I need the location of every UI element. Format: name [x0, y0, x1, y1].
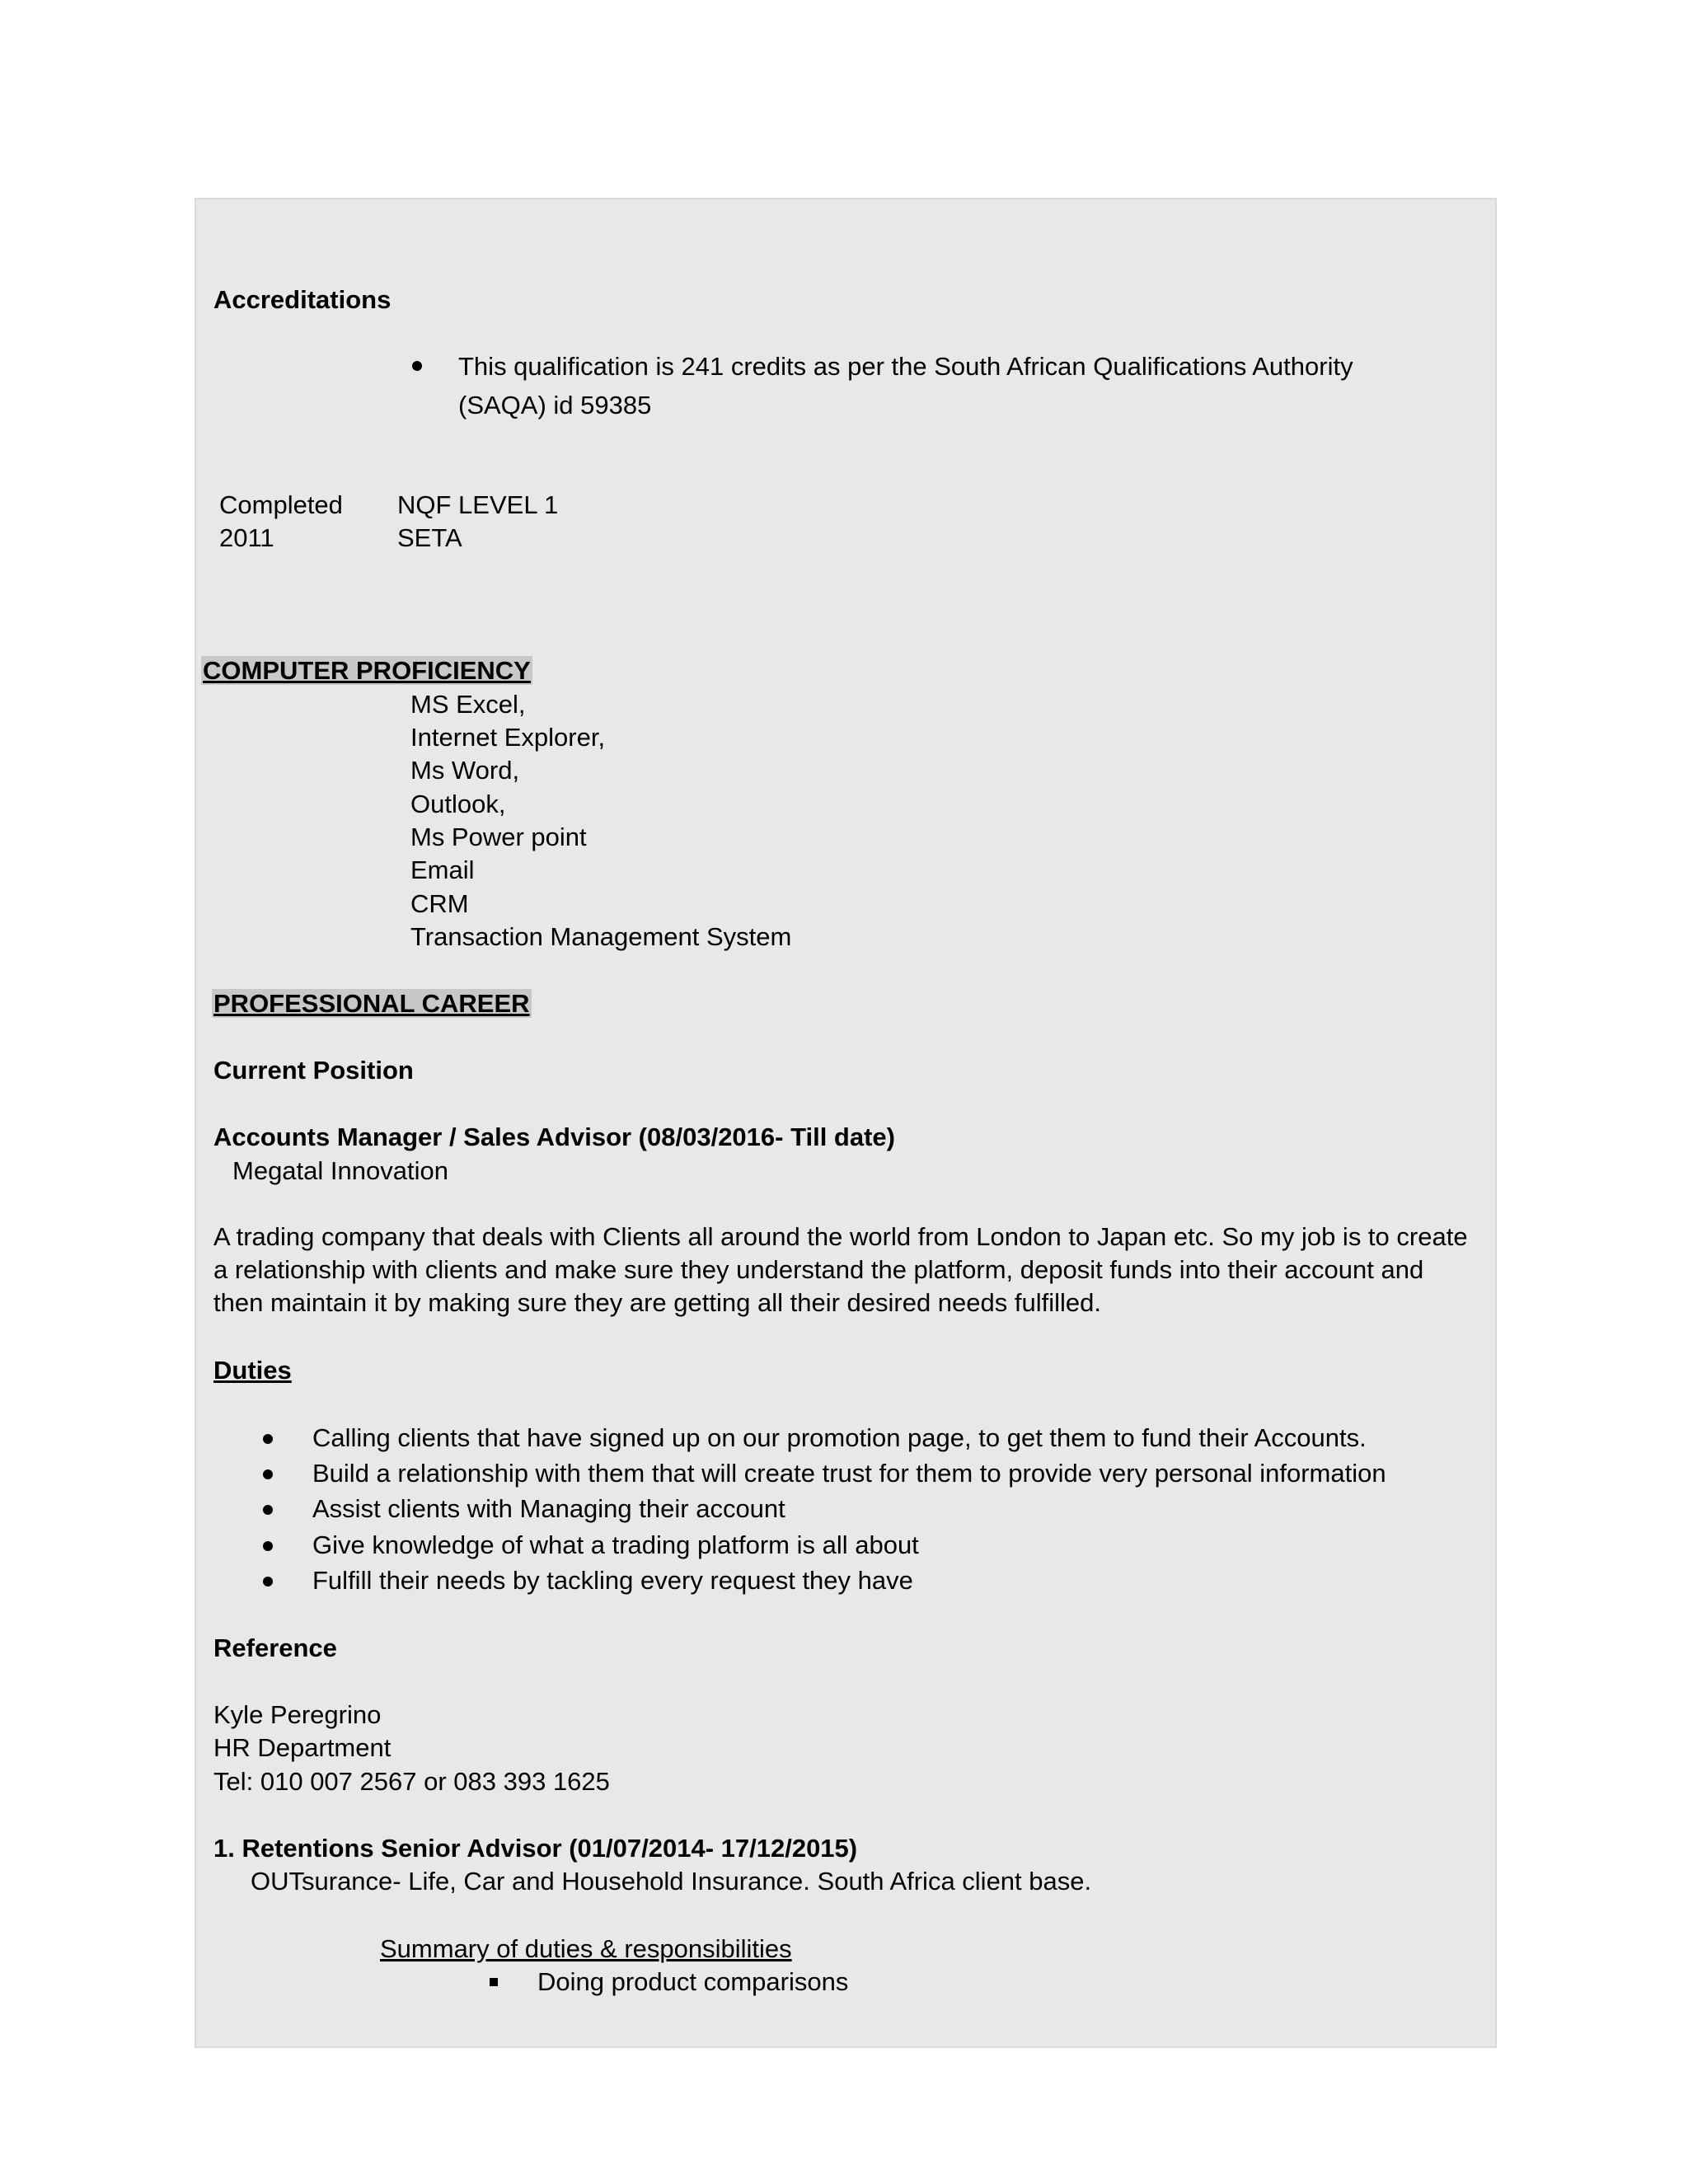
job-description-line2: a relationship with clients and make sure they understand the platform, deposit funds into their account and — [213, 1255, 1424, 1284]
previous-job-title — [213, 1831, 857, 1865]
reference-phone: Tel: 010 007 2567 or 083 393 1625 — [213, 1767, 610, 1796]
completed-year: 2011 — [219, 523, 274, 552]
skill-item: Transaction Management System — [410, 922, 792, 951]
bullet-icon — [263, 1505, 273, 1515]
duty-item: Assist clients with Managing their account — [312, 1494, 785, 1523]
bullet-icon — [263, 1577, 273, 1586]
duty-item: Calling clients that have signed up on our promotion page, to get them to fund their Accounts. — [312, 1423, 1367, 1452]
duty-item: Build a relationship with them that will create trust for them to provide very personal information — [312, 1459, 1386, 1488]
professional-career-heading-text: PROFESSIONAL CAREER — [213, 989, 530, 1018]
company-name: Megatal Innovation — [232, 1156, 448, 1185]
computer-proficiency-heading — [201, 654, 532, 687]
duties-heading: Duties — [213, 1356, 292, 1385]
skill-item: Email — [410, 855, 475, 884]
duty-item: Give knowledge of what a trading platform is all about — [312, 1530, 919, 1559]
summary-item: Doing product comparisons — [537, 1967, 849, 1996]
skill-item: Ms Word, — [410, 756, 520, 785]
professional-career-heading — [212, 987, 532, 1020]
bullet-icon — [263, 1541, 273, 1551]
computer-proficiency-heading-text: COMPUTER PROFICIENCY — [203, 656, 531, 685]
accreditations-heading: Accreditations — [213, 285, 392, 314]
reference-department: HR Department — [213, 1733, 392, 1762]
duty-item: Fulfill their needs by tackling every request they have — [312, 1566, 913, 1595]
skill-item: Internet Explorer, — [410, 723, 606, 752]
accreditation-text-line2: (SAQA) id 59385 — [458, 391, 652, 419]
square-bullet-icon — [490, 1978, 498, 1986]
job-title: Accounts Manager / Sales Advisor (08/03/2016- Till date) — [213, 1122, 895, 1151]
job-description-line1: A trading company that deals with Clients all around the world from London to Japan etc. So my job is to create — [213, 1222, 1468, 1251]
nqf-level: NQF LEVEL 1 — [397, 490, 559, 519]
previous-company: OUTsurance- Life, Car and Household Insurance. South Africa client base. — [251, 1867, 1092, 1896]
skill-item: CRM — [410, 889, 469, 918]
completed-label: Completed — [219, 490, 343, 519]
skill-item: Outlook, — [410, 790, 506, 818]
skill-item: Ms Power point — [410, 823, 587, 851]
previous-job-number: 1 — [213, 1834, 228, 1863]
skill-item: MS Excel, — [410, 690, 526, 719]
reference-heading: Reference — [213, 1633, 337, 1662]
seta-label: SETA — [397, 523, 462, 552]
bullet-icon — [263, 1434, 273, 1444]
summary-heading: Summary of duties & responsibilities — [380, 1934, 792, 1963]
reference-name: Kyle Peregrino — [213, 1700, 382, 1729]
bullet-icon — [263, 1469, 273, 1479]
job-description-line3: then maintain it by making sure they are getting all their desired needs fulfilled. — [213, 1288, 1101, 1317]
accreditation-text-line1: This qualification is 241 credits as per the South African Qualifications Authority — [458, 352, 1353, 381]
bullet-icon — [412, 361, 422, 371]
current-position-label: Current Position — [213, 1056, 414, 1085]
previous-job-title-text: . Retentions Senior Advisor (01/07/2014- 17/12/2015) — [227, 1834, 858, 1863]
